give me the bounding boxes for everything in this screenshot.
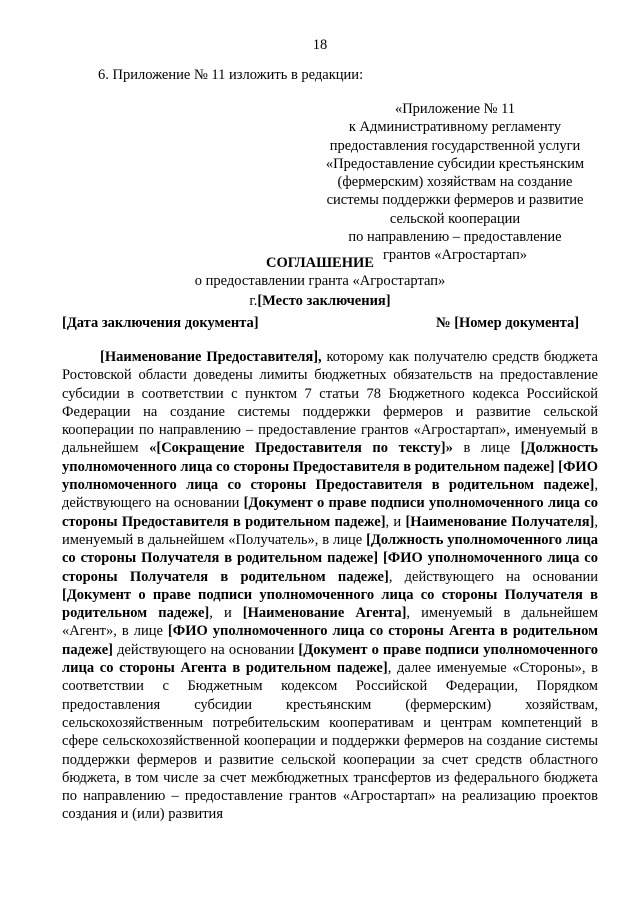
annex-line: системы поддержки фермеров и развитие <box>326 192 584 209</box>
agreement-number: № [Номер документа] <box>436 315 580 331</box>
body-placeholder-text: «[Сокращение Предоставителя по тексту]» <box>149 440 453 457</box>
intro-paragraph: 6. Приложение № 11 изложить в редакции: <box>98 67 364 83</box>
place-placeholder: [Место заключения] <box>257 293 391 309</box>
body-placeholder-text: [Документ о праве подписи уполномоченного лица со стороны Предоставителя в родительном падеже] <box>62 495 598 530</box>
annex-line: к Административному регламенту <box>348 119 562 136</box>
annex-line: предоставления государственной услуги <box>329 137 581 154</box>
annex-line: «Предоставление субсидии крестьянским <box>325 155 585 172</box>
body-text-run: , именуемый в дальнейшем «Получатель», в лице <box>62 513 599 548</box>
annex-line: по направлению – предоставление <box>348 229 562 246</box>
agreement-place <box>0 292 640 310</box>
body-paragraph <box>62 348 598 824</box>
body-placeholder-text: [Наименование Предоставителя], <box>100 349 322 365</box>
body-text-run: , именуемый в дальнейшем «Агент», в лице <box>62 605 598 640</box>
body-text-run: в лице <box>452 440 521 457</box>
body-placeholder-text: [Наименование Агента] <box>242 605 407 622</box>
annex-line: сельской кооперации <box>389 210 521 227</box>
body-text-run: , действующего на основании <box>388 568 598 585</box>
annex-line: «Приложение № 11 <box>394 101 516 117</box>
body-placeholder-text: [Должность уполномоченного лица со стороны Предоставителя в родительном падеже] [ФИО уполномоченного лица со стороны Предоставителя в родительном падеже] <box>62 440 598 494</box>
body-text-run: , действующего на основании <box>62 477 598 512</box>
body-placeholder-text: [Документ о праве подписи уполномоченного лица со стороны Агента в родительном падеже] <box>62 641 598 677</box>
annex-line: (фермерским) хозяйствам на создание <box>337 174 573 191</box>
agreement-subtitle: о предоставлении гранта «Агростартап» <box>194 273 446 289</box>
place-prefix: г. <box>249 293 258 309</box>
body-placeholder-text: [Наименование Получателя] <box>405 513 595 530</box>
body-text-run: , и <box>385 513 406 530</box>
body-placeholder-text: [Документ о праве подписи уполномоченного лица со стороны Получателя в родительном падеже] <box>62 586 598 622</box>
page-number: 18 <box>312 37 328 53</box>
annex-header <box>320 100 590 265</box>
annex-line: грантов «Агростартап» <box>382 247 527 264</box>
body-placeholder-text: [Должность уполномоченного лица со стороны Получателя в родительном падеже] [ФИО уполномоченного лица со стороны Получателя в родительном падеже] <box>62 531 598 585</box>
body-text-run: которому как получателю средств бюджета Ростовской области доведены лимиты бюджетных обязательств на предоставление субсидии в соответствии с пунктом 7 статьи 78 Бюджетного кодекса Российской Федерации на создание системы поддержки фермеров и развитие сельской кооперации по направлению – предоставление грантов «Агростартап», именуемый в дальнейшем <box>62 349 598 457</box>
body-text-run: , далее именуемые «Стороны», в соответствии с Бюджетным кодексом Российской Федерации, Порядком предоставления субсидии крестьянским (фермерским) хозяйствам, сельскохозяйственным потребительским кооперативам и центрам компетенций в сфере сельскохозяйственной кооперации и поддержки фермеров на создание системы поддержки фермеров и развитие сельской кооперации за счет средств областного бюджета, в том числе за счет межбюджетных трансфертов из федерального бюджета по направлению – предоставление грантов «Агростартап» на реализацию проектов создания и (или) развития <box>62 660 598 823</box>
agreement-title: СОГЛАШЕНИЕ <box>266 255 374 271</box>
agreement-date: [Дата заключения документа] <box>62 315 259 331</box>
body-text-run: действующего на основании <box>112 641 299 658</box>
body-text-run: , и <box>209 605 243 622</box>
body-placeholder-text: [ФИО уполномоченного лица со стороны Агента в родительном падеже] <box>62 623 598 658</box>
